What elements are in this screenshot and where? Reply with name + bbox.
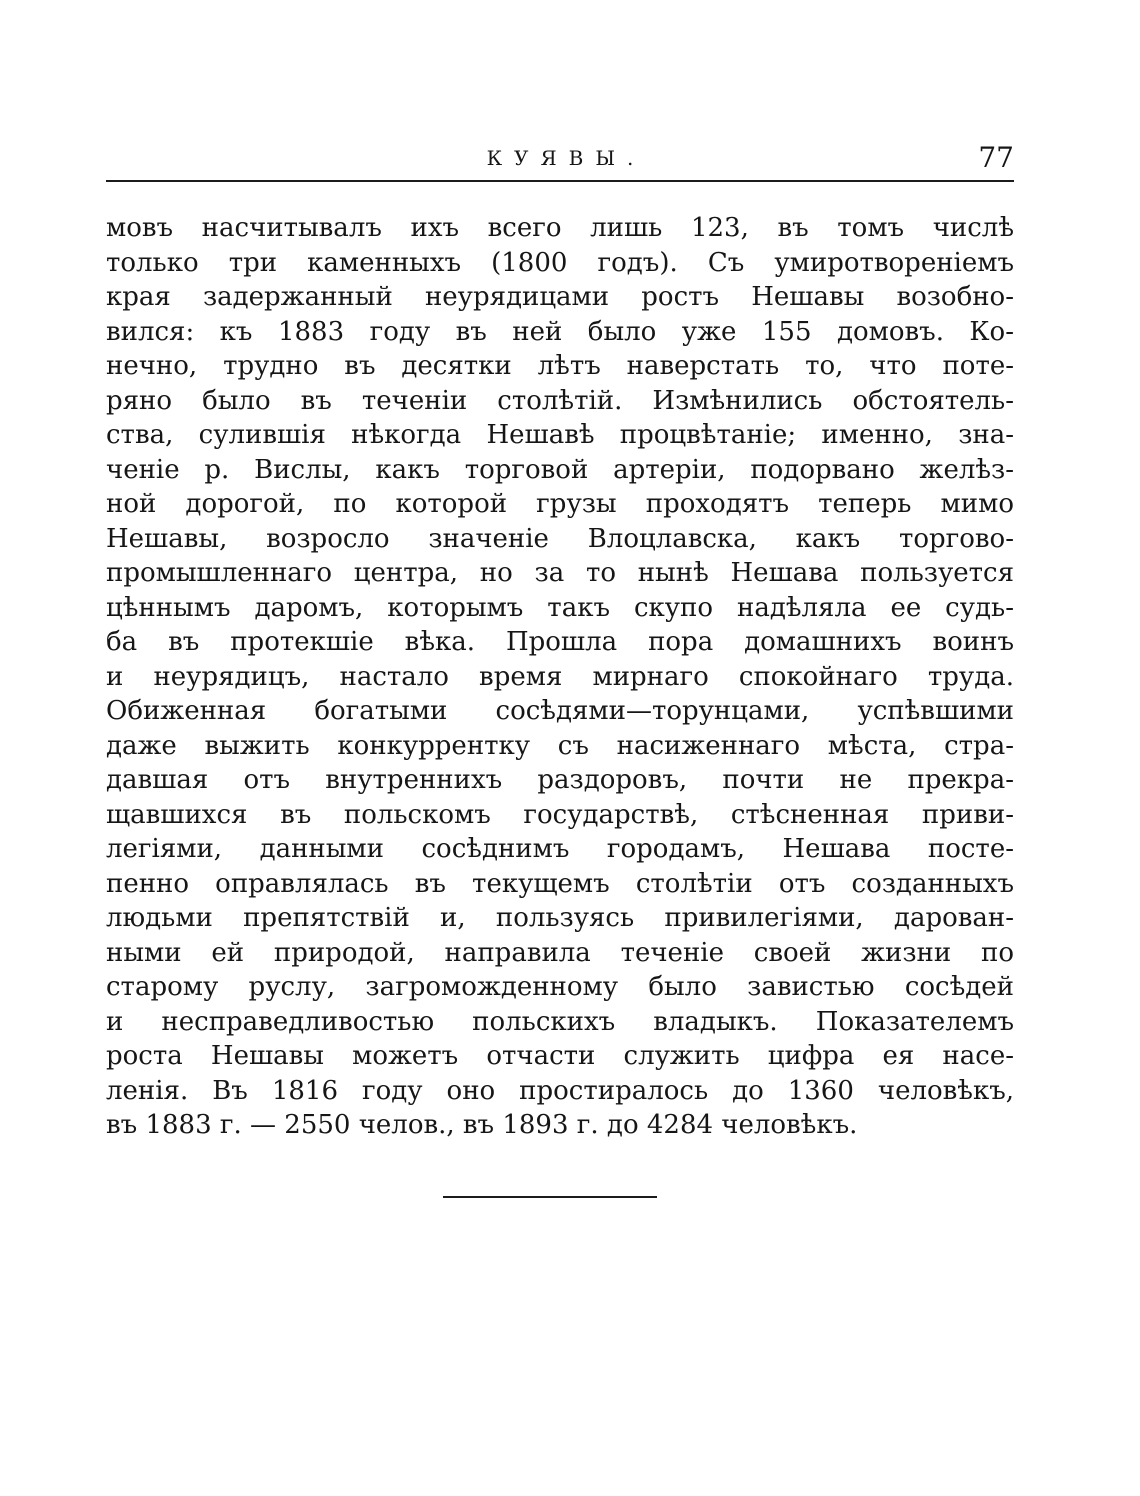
running-title: КУЯВЫ. xyxy=(486,146,646,170)
text-line: мовъ насчитывалъ ихъ всего лишь 123, въ томъ числѣ xyxy=(106,213,1014,243)
text-line: легiями, данными сосѣднимъ городамъ, Нешава посте- xyxy=(106,834,1014,864)
text-line: старому руслу, загроможденному было завистью сосѣдей xyxy=(106,972,1014,1002)
text-line: даже выжить конкуррентку съ насиженнаго мѣста, стра- xyxy=(106,730,1014,761)
text-line: ряно было въ теченiи столѣтiй. Измѣнились обстоятель- xyxy=(106,385,1014,416)
text-line: только три каменныхъ (1800 годъ). Съ умиротворенiемъ xyxy=(106,247,1014,278)
text-line: и несправедливостью польскихъ владыкъ. Показателемъ xyxy=(106,1006,1014,1037)
text-line-last: въ 1883 г. — 2550 челов., въ 1893 г. до 4284 человѣкъ. xyxy=(106,1110,858,1140)
text-line: щавшихся въ польскомъ государствѣ, стѣсненная приви- xyxy=(106,799,1014,830)
text-line: цѣннымъ даромъ, которымъ такъ скупо надѣляла ее судь- xyxy=(106,592,1014,623)
text-line: Нешавы, возросло значенiе Влоцлавска, какъ торгово- xyxy=(106,523,1014,554)
text-line: вился: къ 1883 году въ ней было уже 155 домовъ. Ко- xyxy=(106,316,1014,347)
text-line: ченiе р. Вислы, какъ торговой артерiи, подорвано желѣз- xyxy=(106,454,1014,485)
text-line: Обиженная богатыми сосѣдями—торунцами, успѣвшими xyxy=(106,696,1014,726)
text-line: нечно, трудно въ десятки лѣтъ наверстать то, что поте- xyxy=(106,351,1014,381)
page-header xyxy=(106,138,1014,178)
text-line: ба въ протекшiе вѣка. Прошла пора домашнихъ воинъ xyxy=(106,627,1014,657)
section-end-rule xyxy=(443,1196,657,1198)
page-number: 77 xyxy=(978,141,1014,174)
text-line: пенно оправлялась въ текущемъ столѣтiи отъ созданныхъ xyxy=(106,868,1014,899)
text-line: промышленнаго центра, но за то нынѣ Нешава пользуется xyxy=(106,558,1014,588)
header-rule xyxy=(106,180,1014,182)
text-line: давшая отъ внутреннихъ раздоровъ, почти не прекра- xyxy=(106,765,1014,795)
body-paragraph xyxy=(106,211,1014,1143)
text-line: ства, сулившiя нѣкогда Нешавѣ процвѣтанiе; именно, зна- xyxy=(106,420,1014,450)
text-line: ной дорогой, по которой грузы проходятъ теперь мимо xyxy=(106,489,1014,519)
text-line: роста Нешавы можетъ отчасти служить цифра ея насе- xyxy=(106,1041,1014,1071)
text-line: ленiя. Въ 1816 году оно простиралось до 1360 человѣкъ, xyxy=(106,1075,1014,1106)
text-line: ными ей природой, направила теченiе своей жизни по xyxy=(106,937,1014,968)
text-line: и неурядицъ, настало время мирнаго спокойнаго труда. xyxy=(106,661,1014,692)
text-line: края задержанный неурядицами ростъ Нешавы возобно- xyxy=(106,282,1014,312)
text-line: людьми препятствiй и, пользуясь привилегiями, дарован- xyxy=(106,903,1014,933)
